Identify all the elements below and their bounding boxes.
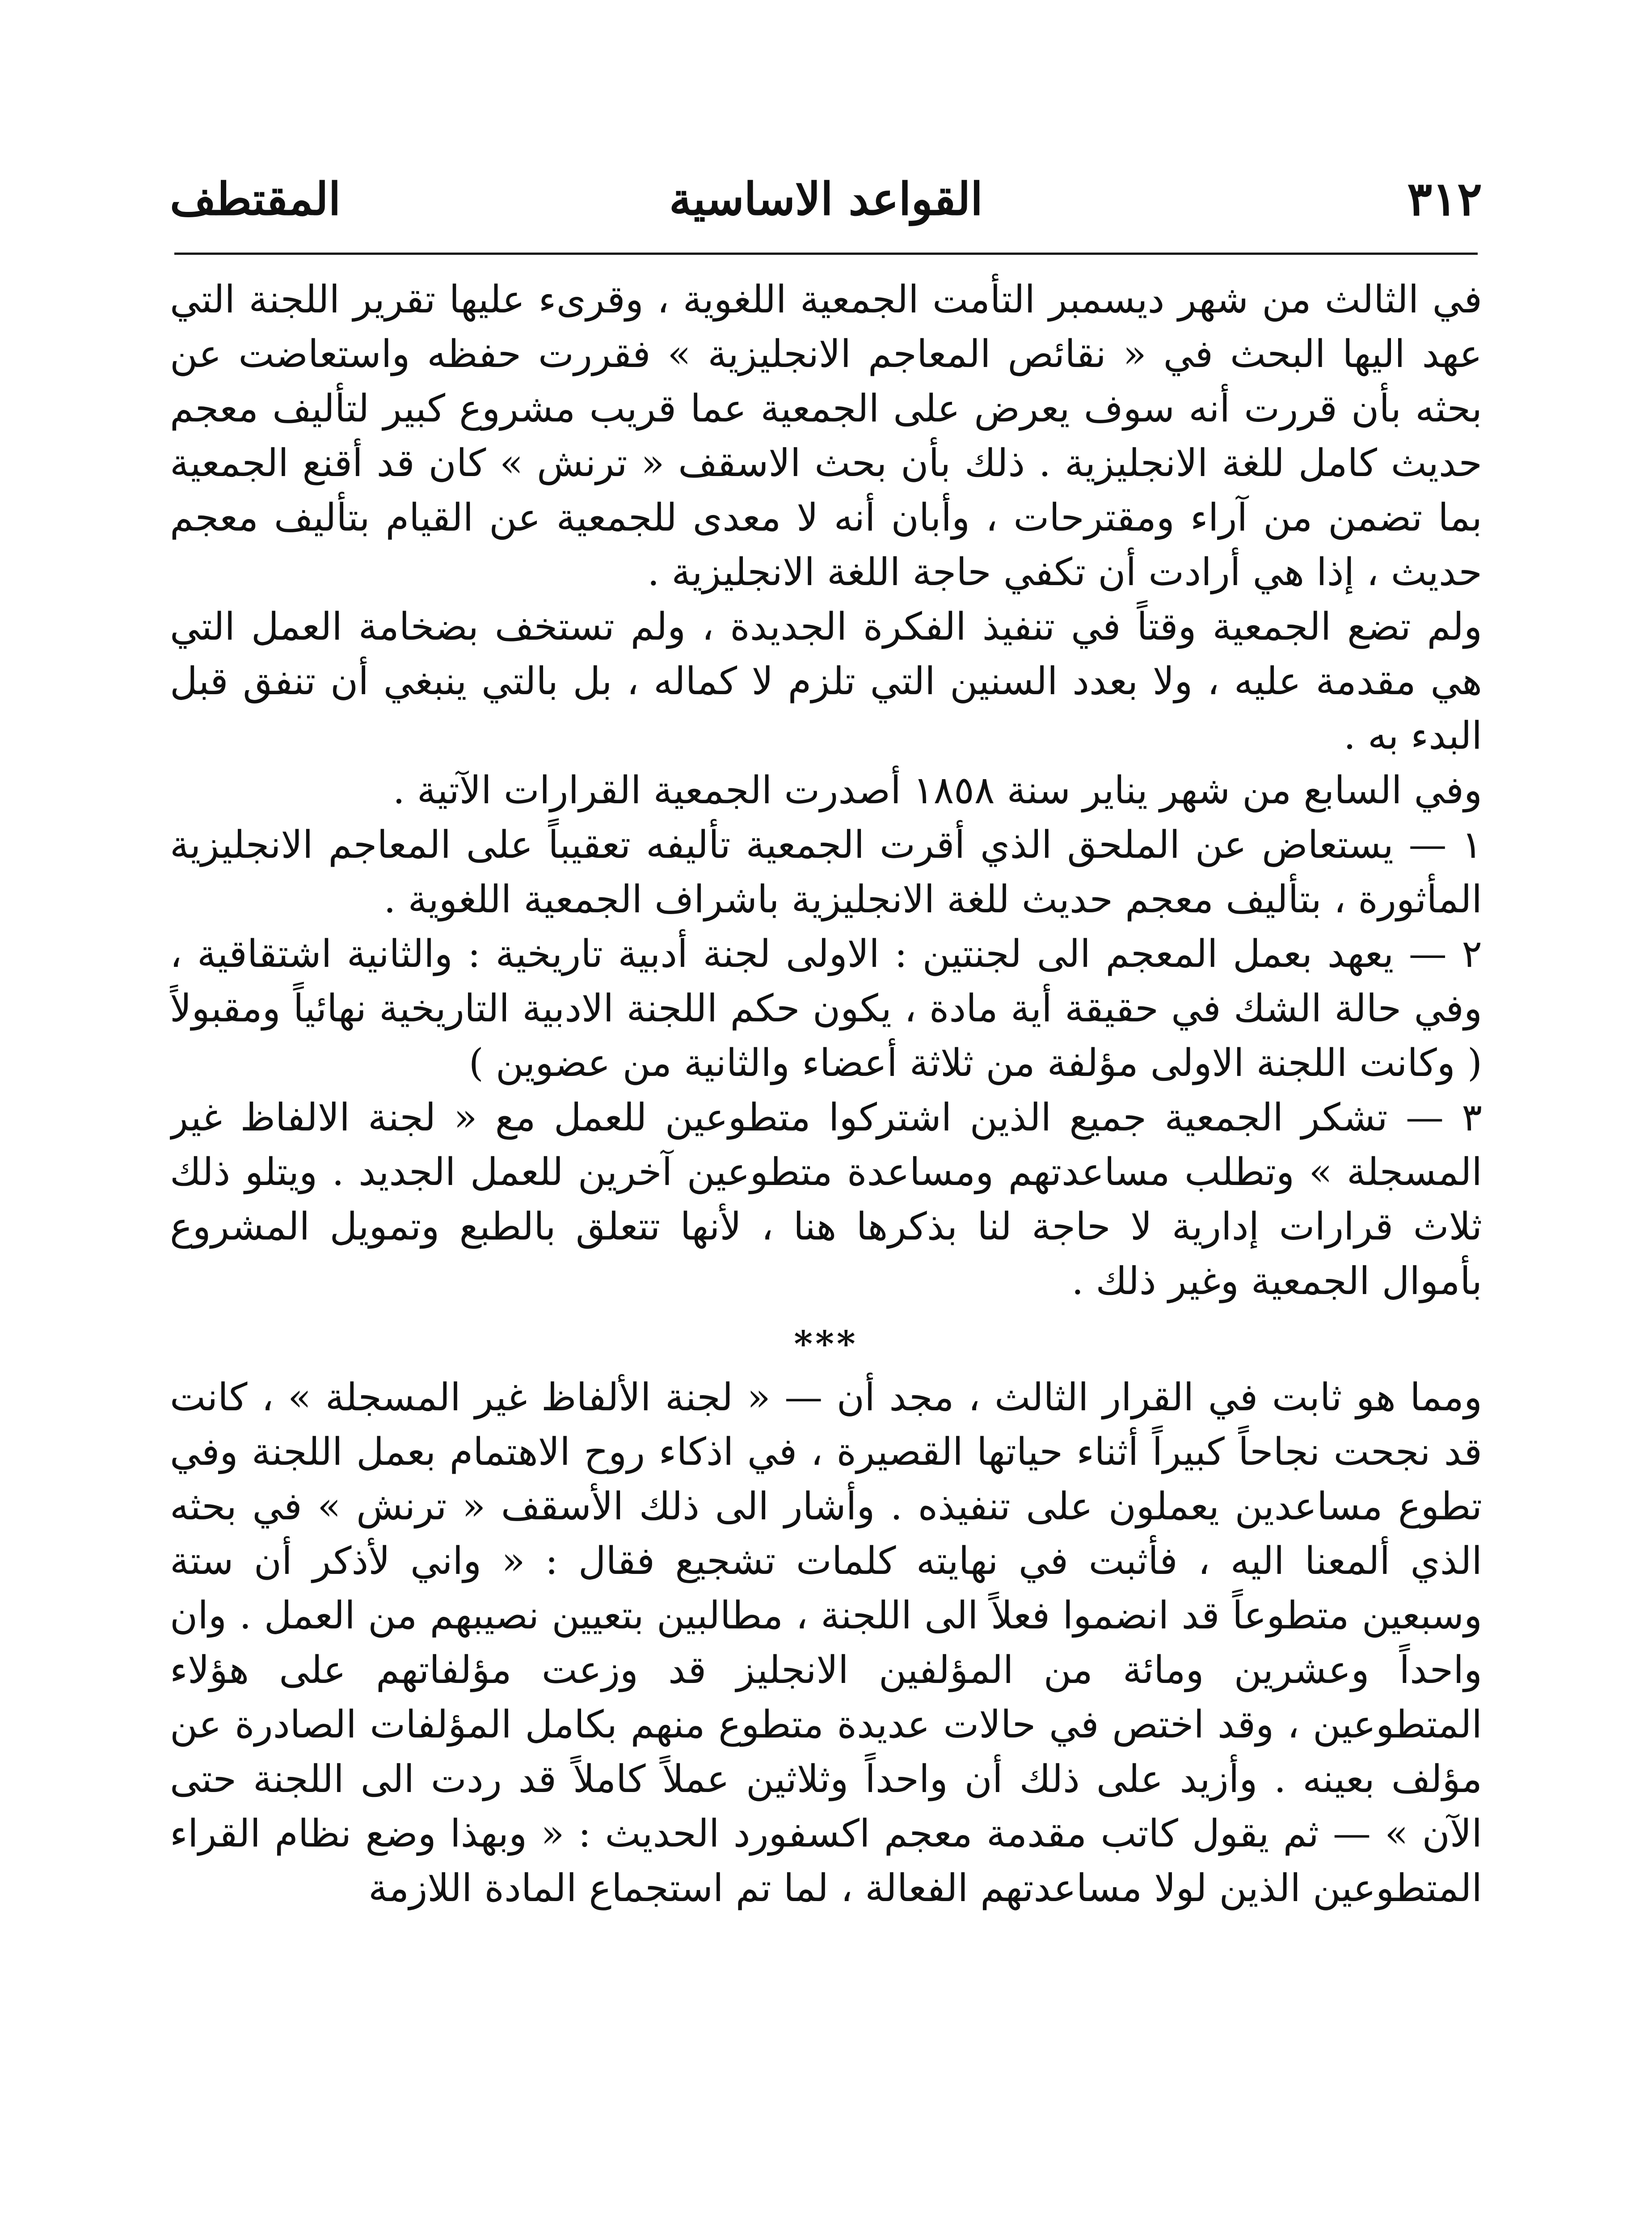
page-body	[170, 273, 1482, 2235]
paragraph: وفي السابع من شهر يناير سنة ١٨٥٨ أصدرت الجمعية القرارات الآتية .	[392, 768, 1482, 813]
running-title: القواعد الاساسية	[669, 173, 983, 225]
paragraph: ولم تضع الجمعية وقتاً في تنفيذ الفكرة الجديدة ، ولم تستخف بضخامة العمل التي هي مقدمة عليه ، ولا بعدد السنين التي تلزم لا كماله ، بل بالتي ينبغي أن تنفق قبل البدء به .	[170, 605, 1482, 758]
journal-name: المقتطف	[170, 173, 341, 225]
header-divider	[174, 253, 1478, 255]
paragraph: ومما هو ثابت في القرار الثالث ، مجد أن — « لجنة الألفاظ غير المسجلة » ، كانت قد نجحت نجاحاً كبيراً أثناء حياتها القصيرة ، في اذكاء روح الاهتمام بعمل اللجنة وفي تطوع مساعدين يعملون على تنفيذه . وأشار الى ذلك الأسقف « ترنش » في بحثه الذي ألمعنا اليه ، فأثبت في نهايته كلمات تشجيع فقال : « واني لأذكر أن ستة وسبعين متطوعاً قد انضموا فعلاً الى اللجنة ، مطالبين بتعيين نصيبهم من العمل . وان واحداً وعشرين ومائة من المؤلفين الانجليز قد وزعت مؤلفاتهم على هؤلاء المتطوعين ، وقد اختص في حالات عديدة متطوع منهم بكامل المؤلفات الصادرة عن مؤلف بعينه . وأزيد على ذلك أن واحداً وثلاثين عملاً كاملاً قد ردت الى اللجنة حتى الآن » — ثم يقول كاتب مقدمة معجم اكسفورد الحديث : « وبهذا وضع نظام القراء المتطوعين الذين لولا مساعدتهم الفعالة ، لما تم استجماع المادة اللازمة	[170, 1375, 1482, 1910]
numbered-resolution-3: ٣ — تشكر الجمعية جميع الذين اشتركوا متطوعين للعمل مع « لجنة الالفاظ غير المسجلة » وتطلب مساعدتهم ومساعدة متطوعين آخرين للعمل الجديد . ويتلو ذلك ثلاث قرارات إدارية لا حاجة لنا بذكرها هنا ، لأنها تتعلق بالطبع وتمويل المشروع بأموال الجمعية وغير ذلك .	[170, 1096, 1482, 1303]
numbered-resolution-1: ١ — يستعاض عن الملحق الذي أقرت الجمعية تأليفه تعقيباً على المعاجم الانجليزية المأثورة ، بتأليف معجم حديث للغة الانجليزية باشراف الجمعية اللغوية .	[170, 823, 1482, 922]
page-number: ٣١٢	[1407, 171, 1482, 226]
numbered-resolution-2: ٢ — يعهد بعمل المعجم الى لجنتين : الاولى لجنة أدبية تاريخية : والثانية اشتقاقية ، وفي حالة الشك في حقيقة أية مادة ، يكون حكم اللجنة الادبية التاريخية نهائياً ومقبولاً ( وكانت اللجنة الاولى مؤلفة من ثلاثة أعضاء والثانية من عضوين )	[170, 932, 1482, 1085]
paragraph: في الثالث من شهر ديسمبر التأمت الجمعية اللغوية ، وقرىء عليها تقرير اللجنة التي عهد اليها البحث في « نقائص المعاجم الانجليزية » فقررت حفظه واستعاضت عن بحثه بأن قررت أنه سوف يعرض على الجمعية عما قريب مشروع كبير لتأليف معجم حديث كامل للغة الانجليزية . ذلك بأن بحث الاسقف « ترنش » كان قد أقنع الجمعية بما تضمن من آراء ومقترحات ، وأبان أنه لا معدى للجمعية عن القيام بتأليف معجم حديث ، إذا هي أرادت أن تكفي حاجة اللغة الانجليزية .	[170, 278, 1482, 595]
running-header	[170, 165, 1482, 232]
section-separator: ***	[794, 1323, 858, 1365]
